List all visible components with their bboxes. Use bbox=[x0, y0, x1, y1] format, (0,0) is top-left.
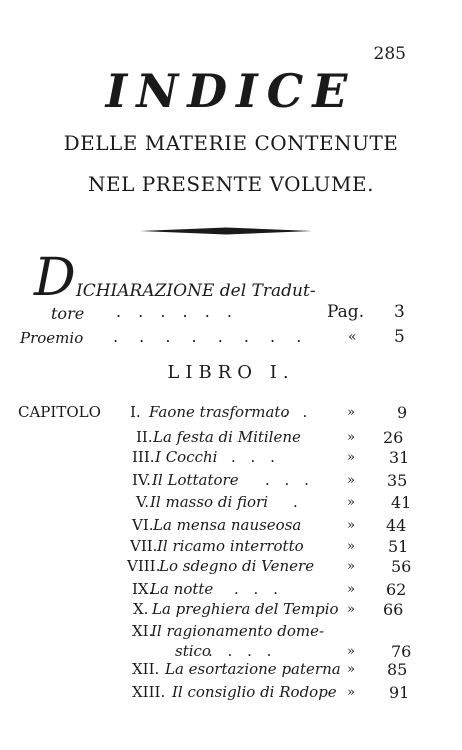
chapter-page: 9 bbox=[397, 403, 408, 422]
dichiarazione-pag-label: Pag. bbox=[327, 302, 365, 322]
chapter-leader: . . . bbox=[234, 580, 283, 598]
chapter-ditto: » bbox=[347, 602, 355, 617]
page-number: 285 bbox=[373, 44, 406, 64]
proemio-label: Proemio bbox=[20, 329, 84, 347]
chapter-ditto: » bbox=[347, 430, 355, 445]
chapter-ditto: » bbox=[347, 662, 355, 677]
chapter-page: 66 bbox=[383, 600, 404, 619]
chapter-number: VI. bbox=[132, 516, 154, 534]
chapter-number: III. bbox=[132, 448, 155, 466]
chapter-title: La esortazione paterna bbox=[165, 660, 341, 678]
chapter-row bbox=[0, 448, 462, 470]
chapter-ditto: » bbox=[347, 518, 355, 533]
book-heading: LIBRO I. bbox=[167, 362, 295, 383]
chapter-title: Faone trasformato bbox=[149, 403, 290, 421]
dichiarazione-page: 3 bbox=[394, 302, 405, 322]
chapter-title: La notte bbox=[150, 580, 214, 598]
chapter-title: Il consiglio di Rodope bbox=[172, 683, 337, 701]
chapter-number: V. bbox=[136, 493, 149, 511]
chapter-number: I. bbox=[130, 403, 141, 421]
chapter-ditto: » bbox=[347, 582, 355, 597]
chapter-number: VIII. bbox=[127, 557, 161, 575]
chapter-ditto: » bbox=[347, 539, 355, 554]
chapter-leader: . . . bbox=[231, 448, 280, 466]
chapter-row bbox=[0, 537, 462, 559]
chapter-title: Il Lottatore bbox=[152, 471, 239, 489]
dichiarazione-leader: . . . . . . bbox=[116, 302, 238, 321]
chapter-ditto: » bbox=[347, 473, 355, 488]
chapter-page: 85 bbox=[387, 660, 408, 679]
chapter-page: 41 bbox=[391, 493, 412, 512]
dichiarazione-line2: tore bbox=[51, 304, 85, 323]
chapter-page: 35 bbox=[387, 471, 408, 490]
chapter-row bbox=[0, 557, 462, 579]
chapter-row bbox=[0, 403, 462, 425]
chapter-number: X. bbox=[133, 600, 149, 618]
chapter-title: La festa di Mitilene bbox=[153, 428, 301, 446]
chapter-ditto: » bbox=[347, 644, 355, 659]
chapter-title: La preghiera del Tempio bbox=[152, 600, 339, 618]
chapter-title: Il ricamo interrotto bbox=[157, 537, 304, 555]
chapter-ditto: » bbox=[347, 685, 355, 700]
index-subtitle-line1: DELLE MATERIE CONTENUTE bbox=[63, 131, 399, 155]
chapter-page: 76 bbox=[391, 642, 412, 661]
chapter-row bbox=[0, 683, 462, 705]
chapter-row bbox=[0, 428, 462, 450]
chapter-row bbox=[0, 622, 462, 644]
chapter-title: Il masso di fiori bbox=[150, 493, 269, 511]
chapter-row bbox=[0, 600, 462, 622]
chapter-number: XIII. bbox=[132, 683, 166, 701]
chapter-page: 26 bbox=[383, 428, 404, 447]
proemio-leader: . . . . . . . . bbox=[113, 327, 310, 346]
chapter-title: Lo sdegno di Venere bbox=[159, 557, 315, 575]
chapter-page: 62 bbox=[386, 580, 407, 599]
chapter-title: I Cocchi bbox=[155, 448, 218, 466]
chapter-row bbox=[0, 471, 462, 493]
chapters-label: CAPITOLO bbox=[18, 403, 101, 421]
chapter-leader: . . . bbox=[265, 471, 314, 489]
chapter-row bbox=[0, 493, 462, 515]
chapter-row bbox=[0, 660, 462, 682]
chapter-number: IX. bbox=[132, 580, 154, 598]
chapter-row bbox=[0, 516, 462, 538]
chapter-row bbox=[0, 580, 462, 602]
chapter-page: 91 bbox=[389, 683, 410, 702]
chapter-page: 31 bbox=[389, 448, 410, 467]
chapter-ditto: » bbox=[347, 559, 355, 574]
chapter-title: Il ragionamento dome- bbox=[151, 622, 325, 640]
chapter-title: stico bbox=[175, 642, 211, 660]
chapter-ditto: » bbox=[347, 495, 355, 510]
chapter-page: 56 bbox=[391, 557, 412, 576]
proemio-ditto: « bbox=[348, 329, 357, 345]
chapter-ditto: » bbox=[347, 450, 355, 465]
chapter-leader: . . . . bbox=[208, 642, 277, 660]
index-title: INDICE bbox=[105, 64, 357, 118]
chapter-number: XII. bbox=[132, 660, 160, 678]
chapter-page: 44 bbox=[386, 516, 407, 535]
chapter-number: XI. bbox=[132, 622, 154, 640]
chapter-ditto: » bbox=[347, 405, 355, 420]
proemio-page: 5 bbox=[394, 327, 405, 347]
drop-cap-initial: D bbox=[34, 248, 76, 308]
chapter-title: La mensa nauseosa bbox=[153, 516, 302, 534]
chapter-leader: . bbox=[293, 493, 303, 511]
chapter-number: IV. bbox=[132, 471, 151, 489]
chapter-page: 51 bbox=[388, 537, 409, 556]
dichiarazione-line1: ICHIARAZIONE del Tradut- bbox=[76, 281, 316, 301]
chapter-number: VII. bbox=[130, 537, 158, 555]
index-subtitle-line2: NEL PRESENTE VOLUME. bbox=[88, 172, 374, 196]
chapter-leader: . . bbox=[283, 403, 313, 421]
ornamental-rule bbox=[140, 226, 312, 236]
chapter-number: II. bbox=[136, 428, 153, 446]
